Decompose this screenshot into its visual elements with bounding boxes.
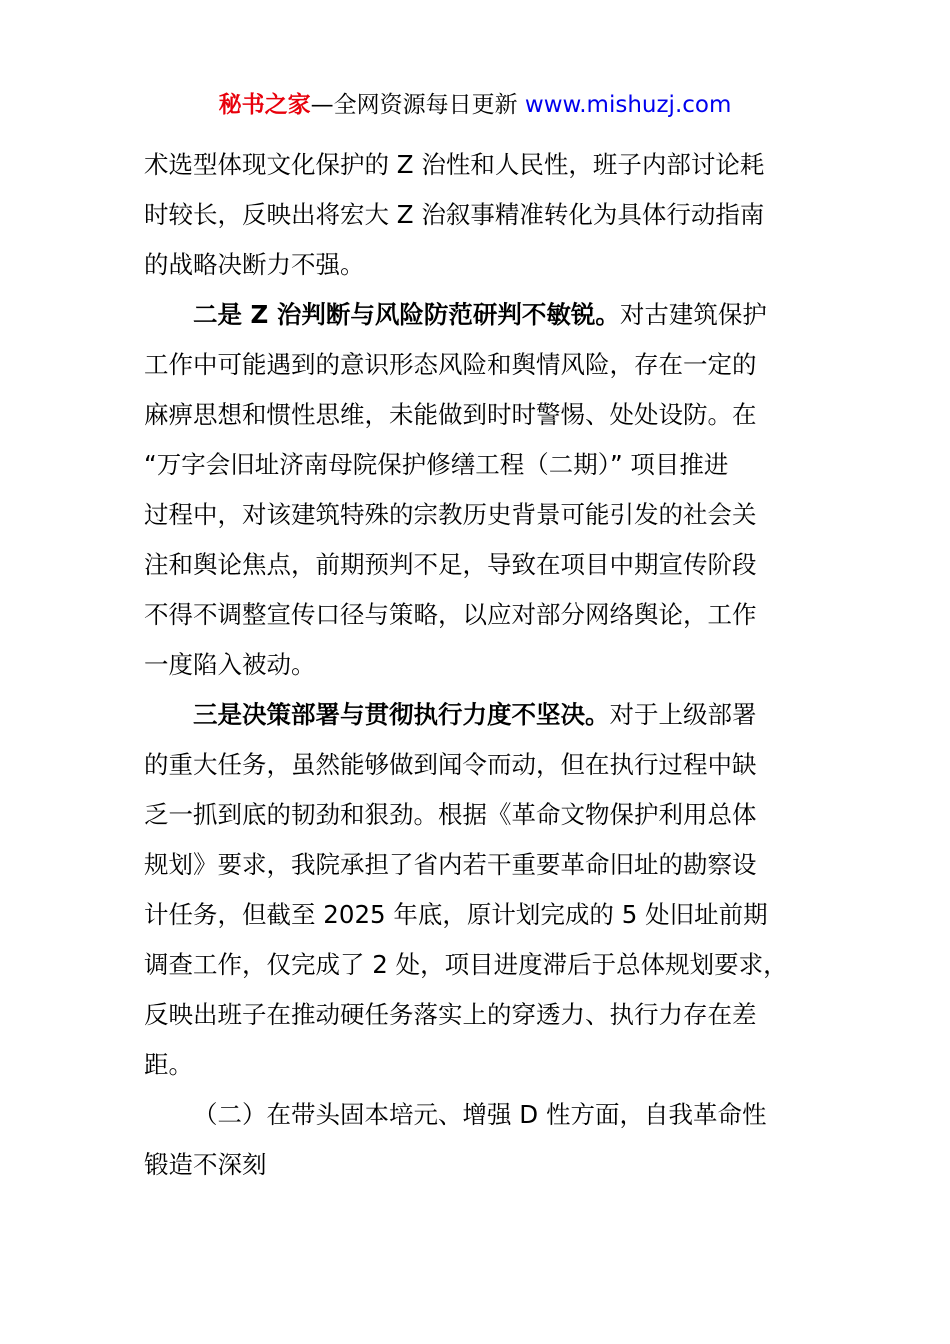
text-line: 的重大任务，虽然能够做到闻令而动，但在执行过程中缺 bbox=[144, 750, 757, 779]
text-run: 对于上级部署 bbox=[609, 700, 757, 729]
text-line: 时较长，反映出将宏大 Z 治叙事精准转化为具体行动指南 bbox=[144, 200, 765, 229]
site-tagline: —全网资源每日更新 bbox=[310, 92, 518, 118]
text-line: 注和舆论焦点，前期预判不足，导致在项目中期宣传阶段 bbox=[144, 550, 757, 579]
section-heading-two bbox=[144, 1090, 812, 1190]
document-body bbox=[144, 140, 812, 1190]
text-line: 锻造不深刻 bbox=[144, 1150, 267, 1179]
text-line: 距。 bbox=[144, 1050, 193, 1079]
site-brand: 秘书之家 bbox=[218, 92, 311, 118]
text-line bbox=[144, 690, 812, 740]
text-run: 对古建筑保护 bbox=[619, 300, 767, 329]
text-line: “万字会旧址济南母院保护修缮工程（二期）” 项目推进 bbox=[144, 450, 729, 479]
text-line: 工作中可能遇到的意识形态风险和舆情风险，存在一定的 bbox=[144, 350, 757, 379]
site-header bbox=[0, 88, 950, 122]
text-line: 调查工作，仅完成了 2 处，项目进度滞后于总体规划要求， bbox=[144, 950, 788, 979]
paragraph-heading: 二是 Z 治判断与风险防范研判不敏锐。 bbox=[193, 300, 620, 329]
paragraph-continuation bbox=[144, 140, 812, 290]
text-line: 术选型体现文化保护的 Z 治性和人民性，班子内部讨论耗 bbox=[144, 150, 765, 179]
paragraph-point-three bbox=[144, 690, 812, 1090]
paragraph-point-two bbox=[144, 290, 812, 690]
text-line: 一度陷入被动。 bbox=[144, 650, 316, 679]
text-line: 乏一抓到底的韧劲和狠劲。根据《革命文物保护利用总体 bbox=[144, 800, 757, 829]
text-line: 麻痹思想和惯性思维，未能做到时时警惕、处处设防。在 bbox=[144, 400, 757, 429]
text-line: 不得不调整宣传口径与策略，以应对部分网络舆论，工作 bbox=[144, 600, 757, 629]
text-line: 的战略决断力不强。 bbox=[144, 250, 365, 279]
site-url-link[interactable]: www.mishuzj.com bbox=[524, 92, 732, 118]
text-line bbox=[144, 290, 812, 340]
text-line: 过程中，对该建筑特殊的宗教历史背景可能引发的社会关 bbox=[144, 500, 757, 529]
text-line: 反映出班子在推动硬任务落实上的穿透力、执行力存在差 bbox=[144, 1000, 757, 1029]
text-line: 计任务，但截至 2025 年底，原计划完成的 5 处旧址前期 bbox=[144, 900, 768, 929]
paragraph-heading: 三是决策部署与贯彻执行力度不坚决。 bbox=[193, 700, 610, 729]
text-line: 规划》要求，我院承担了省内若干重要革命旧址的勘察设 bbox=[144, 850, 757, 879]
text-line: （二）在带头固本培元、增强 D 性方面，自我革命性 bbox=[193, 1100, 767, 1129]
